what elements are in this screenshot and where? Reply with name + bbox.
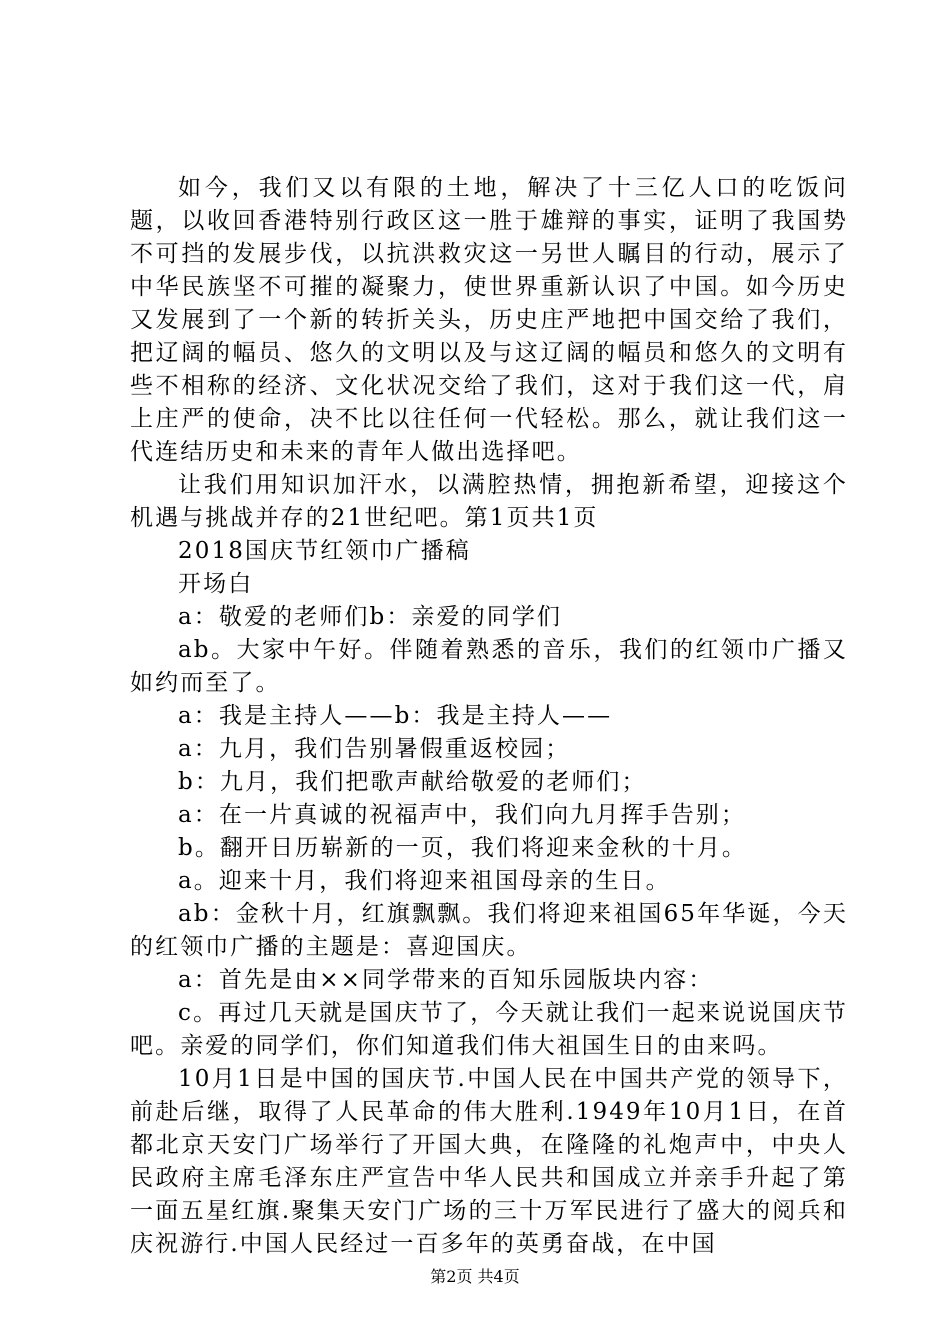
dialogue-line: a：首先是由××同学带来的百知乐园版块内容： — [178, 967, 714, 993]
dialogue-line: a：九月，我们告别暑假重返校园； — [178, 736, 571, 762]
dialogue-line: b。翻开日历崭新的一页，我们将迎来金秋的十月。 — [178, 835, 748, 861]
dialogue-line: a：在一片真诚的祝福声中，我们向九月挥手告别； — [178, 802, 747, 828]
dialogue-line: a：敬爱的老师们b：亲爱的同学们 — [178, 604, 563, 630]
dialogue-line: a：我是主持人——b：我是主持人—— — [178, 703, 613, 729]
dialogue-line: a。迎来十月，我们将迎来祖国母亲的生日。 — [178, 868, 671, 894]
dialogue-line: b：九月，我们把歌声献给敬爱的老师们； — [178, 769, 647, 795]
paragraph: 10月1日是中国的国庆节.中国人民在中国共产党的领导下，前赴后继，取得了人民革命的伟大胜利.1949年10月1日，在首都北京天安门广场举行了开国大典，在隆隆的礼炮声中，中央人民政府主席毛泽东庄严宣告中华人民共和国成立并亲手升起了第一面五星红旗.聚集天安门广场的三十万军民进行了盛大的阅兵和庆祝游行.中国人民经过一百多年的英勇奋战，在中国 — [130, 1066, 848, 1257]
document-body — [130, 172, 848, 1261]
page-footer: 第2页 共4页 — [430, 1267, 520, 1286]
dialogue-line: ab。大家中午好。伴随着熟悉的音乐，我们的红领巾广播又如约而至了。 — [130, 637, 848, 696]
dialogue-line: c。再过几天就是国庆节了，今天就让我们一起来说说国庆节吧。亲爱的同学们，你们知道我们伟大祖国生日的由来吗。 — [130, 1000, 848, 1059]
paragraph: 让我们用知识加汗水，以满腔热情，拥抱新希望，迎接这个机遇与挑战并存的21世纪吧。第1页共1页 — [130, 472, 848, 531]
dialogue-line: ab：金秋十月，红旗飘飘。我们将迎来祖国65年华诞，今天的红领巾广播的主题是：喜迎国庆。 — [130, 901, 848, 960]
section-label: 开场白 — [178, 571, 254, 597]
heading-title: 2018国庆节红领巾广播稿 — [178, 538, 471, 564]
paragraph: 如今，我们又以有限的土地，解决了十三亿人口的吃饭问题，以收回香港特别行政区这一胜于雄辩的事实，证明了我国势不可挡的发展步伐，以抗洪救灾这一另世人瞩目的行动，展示了中华民族坚不可摧的凝聚力，使世界重新认识了中国。如今历史又发展到了一个新的转折关头，历史庄严地把中国交给了我们，把辽阔的幅员、悠久的文明以及与这辽阔的幅员和悠久的文明有些不相称的经济、文化状况交给了我们，这对于我们这一代，肩上庄严的使命，决不比以往任何一代轻松。那么，就让我们这一代连结历史和未来的青年人做出选择吧。 — [130, 175, 848, 465]
